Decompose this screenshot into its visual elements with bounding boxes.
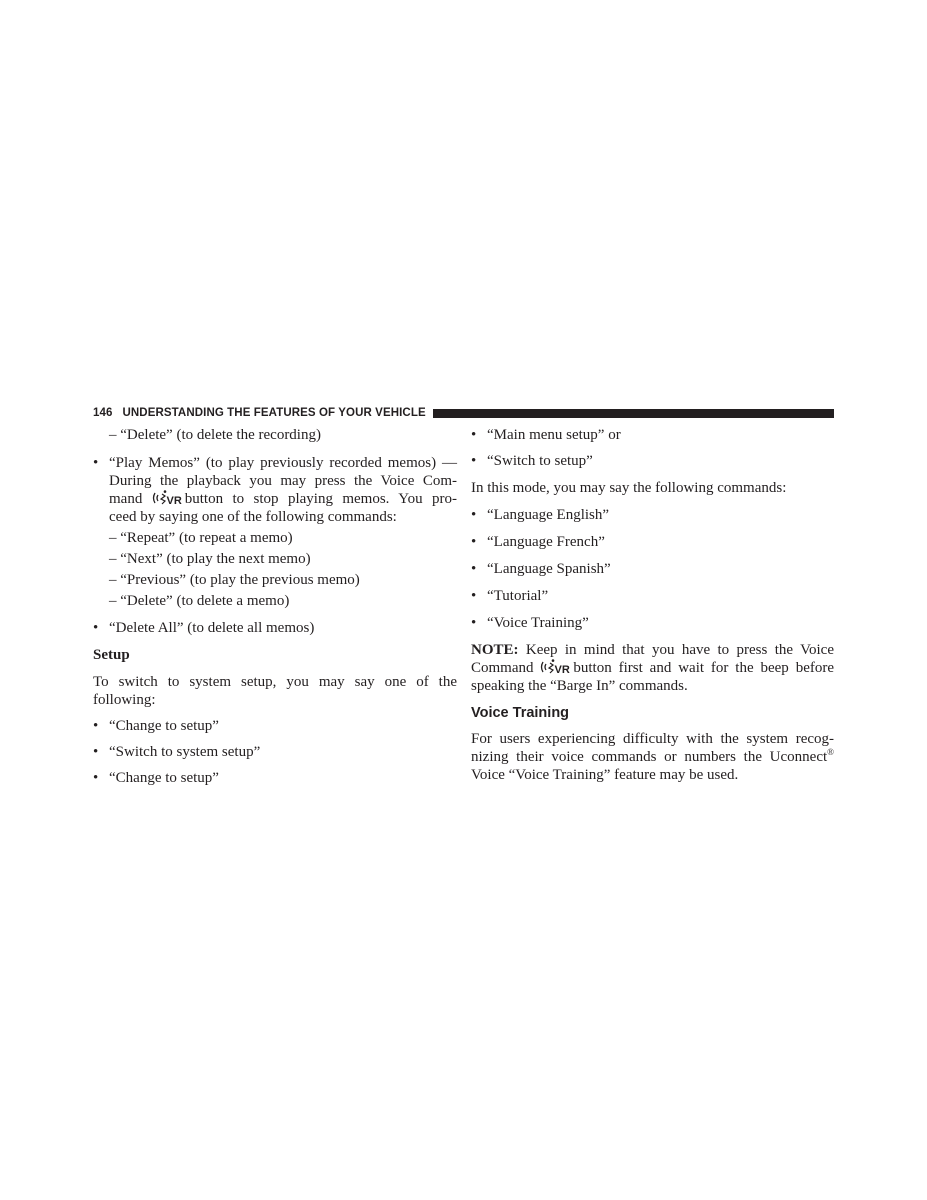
language-spanish-item: • “Language Spanish” bbox=[471, 560, 834, 578]
switch-to-setup-item: • “Switch to setup” bbox=[471, 452, 834, 470]
main-menu-setup-item: • “Main menu setup” or bbox=[471, 426, 834, 444]
text-line: • “Play Memos” (to play previously recorded memos) — bbox=[109, 455, 457, 471]
registered-mark: ® bbox=[827, 747, 834, 757]
text-line bbox=[471, 641, 834, 659]
note-paragraph bbox=[471, 641, 834, 695]
text-line bbox=[471, 659, 834, 677]
text-fragment: Keep in mind that you have to press the Voice bbox=[525, 642, 834, 658]
page-number: 146 bbox=[93, 407, 113, 419]
text-line: During the playback you may press the Voice Com- bbox=[109, 473, 457, 489]
delete-recording-item: – “Delete” (to delete the recording) bbox=[109, 427, 321, 443]
sub-item-delete: – “Delete” (to delete a memo) bbox=[109, 593, 290, 609]
text-line: For users experiencing difficulty with the system recog- bbox=[471, 731, 834, 747]
left-column bbox=[93, 426, 457, 787]
setup-paragraph bbox=[93, 673, 457, 709]
voice-training-paragraph bbox=[471, 730, 834, 784]
vr-label: VR bbox=[166, 495, 182, 506]
text-line: To switch to system setup, you may say one of the bbox=[93, 674, 457, 690]
tutorial-item: • “Tutorial” bbox=[471, 587, 834, 605]
text-line: following: bbox=[93, 692, 156, 708]
note-label: NOTE: bbox=[471, 642, 519, 658]
sub-item-repeat: – “Repeat” (to repeat a memo) bbox=[109, 530, 293, 546]
setup-heading: Setup bbox=[93, 647, 130, 663]
text-fragment: Command bbox=[471, 660, 534, 676]
delete-all-item: • “Delete All” (to delete all memos) bbox=[93, 619, 457, 637]
play-memos-item bbox=[93, 454, 457, 526]
text-fragment: nizing their voice commands or numbers the Uconnect bbox=[471, 749, 828, 765]
voice-command-icon bbox=[540, 659, 573, 675]
sub-item-previous: – “Previous” (to play the previous memo) bbox=[109, 572, 360, 588]
language-english-item: • “Language English” bbox=[471, 506, 834, 524]
section-title: UNDERSTANDING THE FEATURES OF YOUR VEHICLE bbox=[122, 407, 426, 419]
text-fragment: button to stop playing memos. You pro- bbox=[184, 491, 457, 507]
mode-intro: In this mode, you may say the following commands: bbox=[471, 480, 787, 496]
text-line bbox=[109, 490, 457, 508]
text-line bbox=[471, 748, 834, 766]
text-fragment: mand bbox=[109, 491, 143, 507]
text-fragment: button first and wait for the beep before bbox=[573, 660, 835, 676]
change-to-setup-item: • “Change to setup” bbox=[93, 717, 457, 735]
voice-command-icon bbox=[152, 490, 185, 506]
voice-training-heading: Voice Training bbox=[471, 705, 570, 721]
page-header bbox=[93, 405, 834, 421]
text-line: ceed by saying one of the following commands: bbox=[109, 509, 397, 525]
voice-training-item: • “Voice Training” bbox=[471, 614, 834, 632]
change-to-setup-item-2: • “Change to setup” bbox=[93, 769, 457, 787]
sub-item-next: – “Next” (to play the next memo) bbox=[109, 551, 311, 567]
text-line: speaking the “Barge In” commands. bbox=[471, 678, 688, 694]
right-column bbox=[471, 426, 834, 784]
vr-label: VR bbox=[554, 664, 571, 675]
language-french-item: • “Language French” bbox=[471, 533, 834, 551]
header-rule bbox=[433, 409, 834, 418]
text-line: Voice “Voice Training” feature may be used. bbox=[471, 767, 739, 783]
switch-to-system-setup-item: • “Switch to system setup” bbox=[93, 743, 457, 761]
